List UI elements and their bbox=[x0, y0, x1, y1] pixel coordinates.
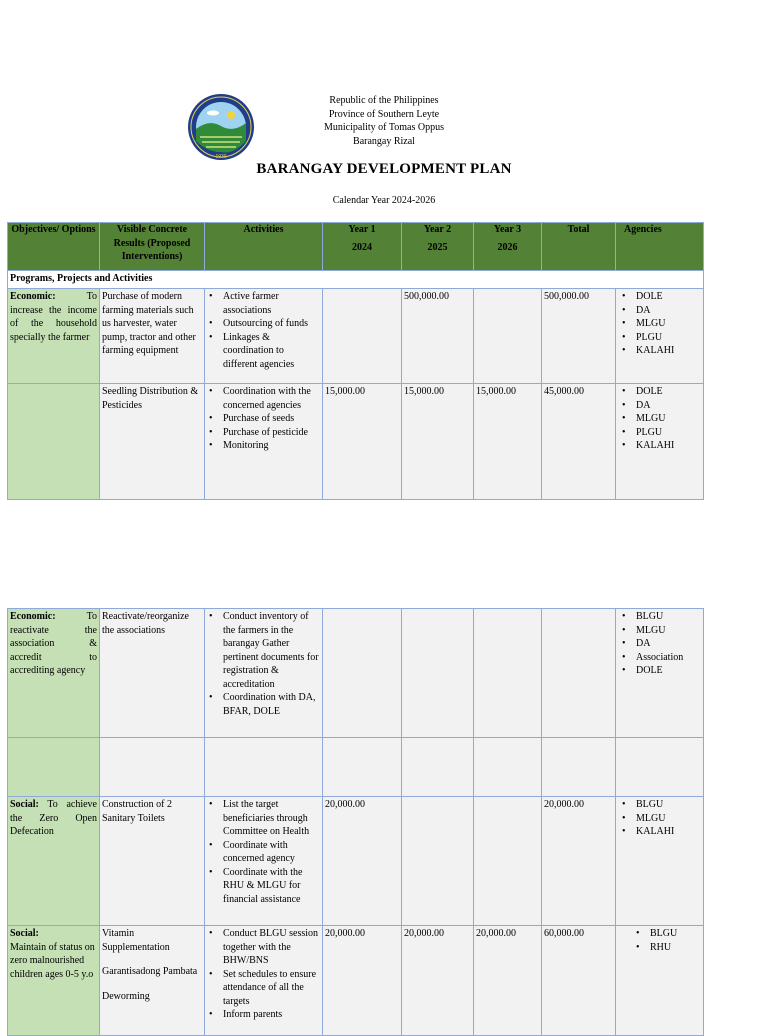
header-line-barangay: Barangay Rizal bbox=[353, 135, 415, 147]
objective-label: Social: bbox=[10, 928, 39, 939]
page-title: BARANGAY DEVELOPMENT PLAN bbox=[256, 161, 512, 177]
activity-item: • Inform parents bbox=[221, 1008, 320, 1022]
year2-cell bbox=[402, 738, 474, 797]
header-year2-sub: 2025 bbox=[427, 241, 448, 253]
agency-item: • DOLE bbox=[634, 385, 701, 399]
header-line-municipality: Municipality of Tomas Oppus bbox=[324, 122, 444, 133]
objective-label: Economic: bbox=[10, 291, 56, 302]
result-item: Deworming bbox=[102, 990, 150, 1002]
agency-item: • DA bbox=[634, 399, 701, 413]
table-row bbox=[8, 926, 704, 1036]
result-cell: Construction of 2 Sanitary Toilets bbox=[100, 797, 205, 926]
agency-item: • DA bbox=[634, 304, 701, 318]
total-cell bbox=[542, 609, 616, 738]
header-agencies: Agencies bbox=[616, 223, 704, 271]
year1-cell bbox=[323, 289, 402, 384]
activity-item: • Active farmer associations bbox=[221, 290, 320, 317]
total-cell: 20,000.00 bbox=[542, 797, 616, 926]
year3-cell: 15,000.00 bbox=[474, 384, 542, 500]
result-cell bbox=[100, 738, 205, 797]
agency-item: • KALAHI bbox=[634, 825, 701, 839]
agencies-cell bbox=[616, 926, 704, 1036]
objective-cell bbox=[8, 384, 100, 500]
header-total: Total bbox=[542, 223, 616, 271]
agencies-cell bbox=[616, 289, 704, 384]
agency-item: • BLGU bbox=[634, 610, 701, 624]
result-cell: Purchase of modern farming materials such us harvester, water pump, tractor and other farming equipment bbox=[100, 289, 205, 384]
table-row bbox=[8, 797, 704, 926]
table-row bbox=[8, 384, 704, 500]
agency-item: • BLGU bbox=[634, 798, 701, 812]
total-cell: 45,000.00 bbox=[542, 384, 616, 500]
agency-item: • MLGU bbox=[634, 412, 701, 426]
year2-cell: 20,000.00 bbox=[402, 926, 474, 1036]
activities-cell bbox=[205, 289, 323, 384]
activity-item: • Purchase of pesticide bbox=[221, 426, 320, 440]
objective-text: To increase the income of the household specially the farmer bbox=[10, 291, 97, 343]
agency-item: • DOLE bbox=[634, 664, 701, 678]
activity-item: • Coordination with DA, BFAR, DOLE bbox=[221, 691, 320, 718]
header-year3 bbox=[474, 223, 542, 271]
result-item: Garantisadong Pambata bbox=[102, 966, 198, 977]
agency-item: • MLGU bbox=[634, 812, 701, 826]
objective-cell bbox=[8, 609, 100, 738]
header-year3-sub: 2026 bbox=[497, 241, 518, 253]
activities-cell bbox=[205, 738, 323, 797]
result-item: Vitamin Supplementation bbox=[102, 928, 170, 953]
agencies-cell bbox=[616, 609, 704, 738]
table-row bbox=[8, 289, 704, 384]
year2-cell bbox=[402, 797, 474, 926]
year2-cell bbox=[402, 609, 474, 738]
header-address-block bbox=[284, 94, 484, 148]
header-line-province: Province of Southern Leyte bbox=[328, 108, 440, 120]
table-row bbox=[8, 609, 704, 738]
year3-cell bbox=[474, 738, 542, 797]
seal-year-text: 1930 bbox=[215, 154, 227, 160]
year3-cell bbox=[474, 797, 542, 926]
header-year1-label: Year 1 bbox=[348, 224, 376, 235]
activities-cell bbox=[205, 609, 323, 738]
year1-cell: 20,000.00 bbox=[323, 797, 402, 926]
year2-cell: 500,000.00 bbox=[402, 289, 474, 384]
objective-cell bbox=[8, 738, 100, 797]
activity-item: • Coordination with the concerned agencies bbox=[221, 385, 320, 412]
activity-item: • Conduct inventory of the farmers in the barangay Gather pertinent documents for registration & accreditation bbox=[221, 610, 320, 691]
activity-item: • Outsourcing of funds bbox=[221, 317, 320, 331]
result-cell: Reactivate/reorganize the associations bbox=[100, 609, 205, 738]
activity-item: • List the target beneficiaries through Committee on Health bbox=[221, 798, 320, 839]
header-year1 bbox=[323, 223, 402, 271]
activity-item: • Conduct BLGU session together with the BHW/BNS bbox=[221, 927, 320, 968]
agency-item: • PLGU bbox=[634, 331, 701, 345]
year3-cell bbox=[474, 609, 542, 738]
activity-item: • Coordinate with concerned agency bbox=[221, 839, 320, 866]
year3-cell bbox=[474, 289, 542, 384]
activity-item: • Set schedules to ensure attendance of all the targets bbox=[221, 968, 320, 1009]
total-cell bbox=[542, 738, 616, 797]
objective-label: Economic: bbox=[10, 611, 56, 622]
agencies-cell bbox=[616, 797, 704, 926]
calendar-year: Calendar Year 2024-2026 bbox=[332, 195, 436, 206]
agency-item: • DOLE bbox=[634, 290, 701, 304]
header-line-country: Republic of the Philippines bbox=[329, 95, 439, 106]
agency-item: • KALAHI bbox=[634, 439, 701, 453]
objective-label: Social: bbox=[10, 799, 39, 810]
total-cell: 60,000.00 bbox=[542, 926, 616, 1036]
objective-cell bbox=[8, 926, 100, 1036]
activity-item: • Coordinate with the RHU & MLGU for financial assistance bbox=[221, 866, 320, 907]
header-activities: Activities bbox=[205, 223, 323, 271]
objective-text: Maintain of status on zero malnourished children ages 0-5 y.o bbox=[10, 941, 95, 980]
header-year1-sub: 2024 bbox=[352, 241, 372, 253]
agency-item: • PLGU bbox=[634, 426, 701, 440]
development-plan-table-top bbox=[7, 222, 704, 500]
result-cell: Seedling Distribution & Pesticides bbox=[100, 384, 205, 500]
activity-item: • Monitoring bbox=[221, 439, 320, 453]
header-year3-label: Year 3 bbox=[493, 224, 522, 235]
agencies-cell bbox=[616, 384, 704, 500]
objective-text: To achieve the Zero Open Defecation bbox=[10, 799, 97, 837]
objective-text: To reactivate the association & accredit to accrediting agency bbox=[10, 611, 97, 676]
objective-cell bbox=[8, 289, 100, 384]
table-header-row bbox=[8, 223, 704, 271]
section-label: Programs, Projects and Activities bbox=[8, 271, 704, 289]
objective-cell bbox=[8, 797, 100, 926]
agency-item: • MLGU bbox=[634, 624, 701, 638]
year1-cell: 20,000.00 bbox=[323, 926, 402, 1036]
activity-item: • Linkages & coordination to different agencies bbox=[221, 331, 320, 372]
agency-item: • KALAHI bbox=[634, 344, 701, 358]
year1-cell bbox=[323, 609, 402, 738]
section-row bbox=[8, 271, 704, 289]
development-plan-table-continued bbox=[7, 608, 704, 1036]
header-objectives: Objectives/ Options bbox=[8, 223, 100, 271]
agency-item: • BLGU bbox=[648, 927, 701, 941]
barangay-seal-logo bbox=[187, 93, 255, 161]
empty-table-row bbox=[8, 738, 704, 797]
activities-cell bbox=[205, 797, 323, 926]
result-cell bbox=[100, 926, 205, 1036]
agency-item: • RHU bbox=[648, 941, 701, 955]
year1-cell bbox=[323, 738, 402, 797]
activities-cell bbox=[205, 384, 323, 500]
year2-cell: 15,000.00 bbox=[402, 384, 474, 500]
agency-item: • DA bbox=[634, 637, 701, 651]
agency-item: • MLGU bbox=[634, 317, 701, 331]
header-year2 bbox=[402, 223, 474, 271]
activity-item: • Purchase of seeds bbox=[221, 412, 320, 426]
agencies-cell bbox=[616, 738, 704, 797]
header-year2-label: Year 2 bbox=[423, 224, 452, 235]
year1-cell: 15,000.00 bbox=[323, 384, 402, 500]
year3-cell: 20,000.00 bbox=[474, 926, 542, 1036]
total-cell: 500,000.00 bbox=[542, 289, 616, 384]
agency-item: • Association bbox=[634, 651, 701, 665]
activities-cell bbox=[205, 926, 323, 1036]
header-results: Visible Concrete Results (Proposed Interventions) bbox=[100, 223, 205, 271]
